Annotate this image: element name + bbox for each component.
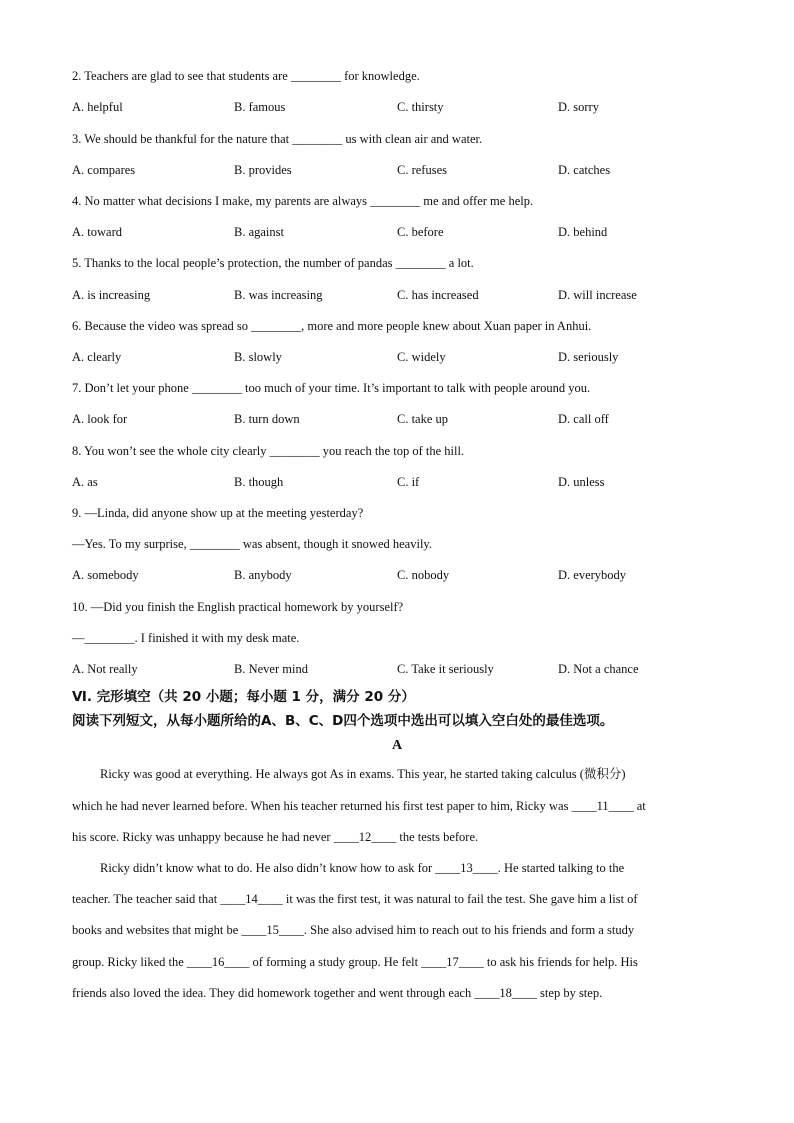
option-a: A. is increasing xyxy=(72,288,151,302)
question-stem-reply: —Yes. To my surprise, ________ was absent, though it snowed heavily. xyxy=(72,537,432,551)
option-a: A. look for xyxy=(72,412,128,426)
option-b: B. famous xyxy=(234,100,286,114)
question-stem: 3. We should be thankful for the nature that ________ us with clean air and water. xyxy=(72,132,483,146)
option-d: D. seriously xyxy=(558,350,619,364)
option-b: B. anybody xyxy=(234,568,292,582)
option-a: A. clearly xyxy=(72,350,122,364)
passage-line: which he had never learned before. When his teacher returned his first test paper to him, Ricky was ____11____ at xyxy=(72,799,646,813)
passage-line: Ricky was good at everything. He always got As in exams. This year, he started taking calculus (微积分) xyxy=(100,767,626,781)
option-c: C. thirsty xyxy=(397,100,444,114)
option-b: B. slowly xyxy=(234,350,282,364)
option-a: A. somebody xyxy=(72,568,139,582)
question-stem: 8. You won’t see the whole city clearly ________ you reach the top of the hill. xyxy=(72,444,465,458)
option-c: C. take up xyxy=(397,412,449,426)
option-d: D. everybody xyxy=(558,568,627,582)
option-d: D. catches xyxy=(558,163,611,177)
passage-line: friends also loved the idea. They did homework together and went through each ____18____ step by step. xyxy=(72,986,603,1000)
passage-line: his score. Ricky was unhappy because he had never ____12____ the tests before. xyxy=(72,830,479,844)
option-c: C. has increased xyxy=(397,288,479,302)
option-d: D. unless xyxy=(558,475,605,489)
option-b: B. was increasing xyxy=(234,288,323,302)
option-b: B. turn down xyxy=(234,412,300,426)
option-c: C. nobody xyxy=(397,568,450,582)
option-c: C. widely xyxy=(397,350,446,364)
option-a: A. compares xyxy=(72,163,136,177)
question-stem: 7. Don’t let your phone ________ too much of your time. It’s important to talk with people around you. xyxy=(72,381,591,395)
option-a: A. toward xyxy=(72,225,122,239)
option-d: D. sorry xyxy=(558,100,599,114)
question-stem: 6. Because the video was spread so ________, more and more people knew about Xuan paper in Anhui. xyxy=(72,319,592,333)
option-b: B. Never mind xyxy=(234,662,308,676)
option-c: C. refuses xyxy=(397,163,447,177)
option-b: B. though xyxy=(234,475,284,489)
question-stem: 4. No matter what decisions I make, my parents are always ________ me and offer me help. xyxy=(72,194,534,208)
question-stem: 5. Thanks to the local people’s protection, the number of pandas ________ a lot. xyxy=(72,256,474,270)
option-a: A. as xyxy=(72,475,98,489)
option-d: D. behind xyxy=(558,225,608,239)
option-c: C. before xyxy=(397,225,444,239)
option-a: A. helpful xyxy=(72,100,123,114)
option-d: D. will increase xyxy=(558,288,637,302)
option-a: A. Not really xyxy=(72,662,138,676)
option-d: D. Not a chance xyxy=(558,662,639,676)
option-c: C. if xyxy=(397,475,420,489)
question-stem: 10. —Did you finish the English practical homework by yourself? xyxy=(72,600,404,614)
option-b: B. against xyxy=(234,225,284,239)
question-stem: 2. Teachers are glad to see that students are ________ for knowledge. xyxy=(72,69,420,83)
passage-line: group. Ricky liked the ____16____ of forming a study group. He felt ____17____ to ask his friends for help. His xyxy=(72,955,638,969)
passage-label: A xyxy=(391,738,403,753)
passage-line: books and websites that might be ____15____. She also advised him to reach out to his friends and form a study xyxy=(72,923,635,937)
passage-line: Ricky didn’t know what to do. He also didn’t know how to ask for ____13____. He started talking to the xyxy=(100,861,625,875)
passage-line: teacher. The teacher said that ____14____ it was the first test, it was natural to fail the test. She gave him a list of xyxy=(72,892,638,906)
option-c: C. Take it seriously xyxy=(397,662,494,676)
section-instruction: 阅读下列短文，从每小题所给的A、B、C、D四个选项中选出可以填入空白处的最佳选项。 xyxy=(72,713,614,729)
question-stem-reply: —________. I finished it with my desk mate. xyxy=(72,631,300,645)
option-d: D. call off xyxy=(558,412,609,426)
question-stem: 9. —Linda, did anyone show up at the meeting yesterday? xyxy=(72,506,364,520)
section-title: Ⅵ. 完形填空（共 20 小题；每小题 1 分，满分 20 分） xyxy=(72,689,415,705)
option-b: B. provides xyxy=(234,163,292,177)
